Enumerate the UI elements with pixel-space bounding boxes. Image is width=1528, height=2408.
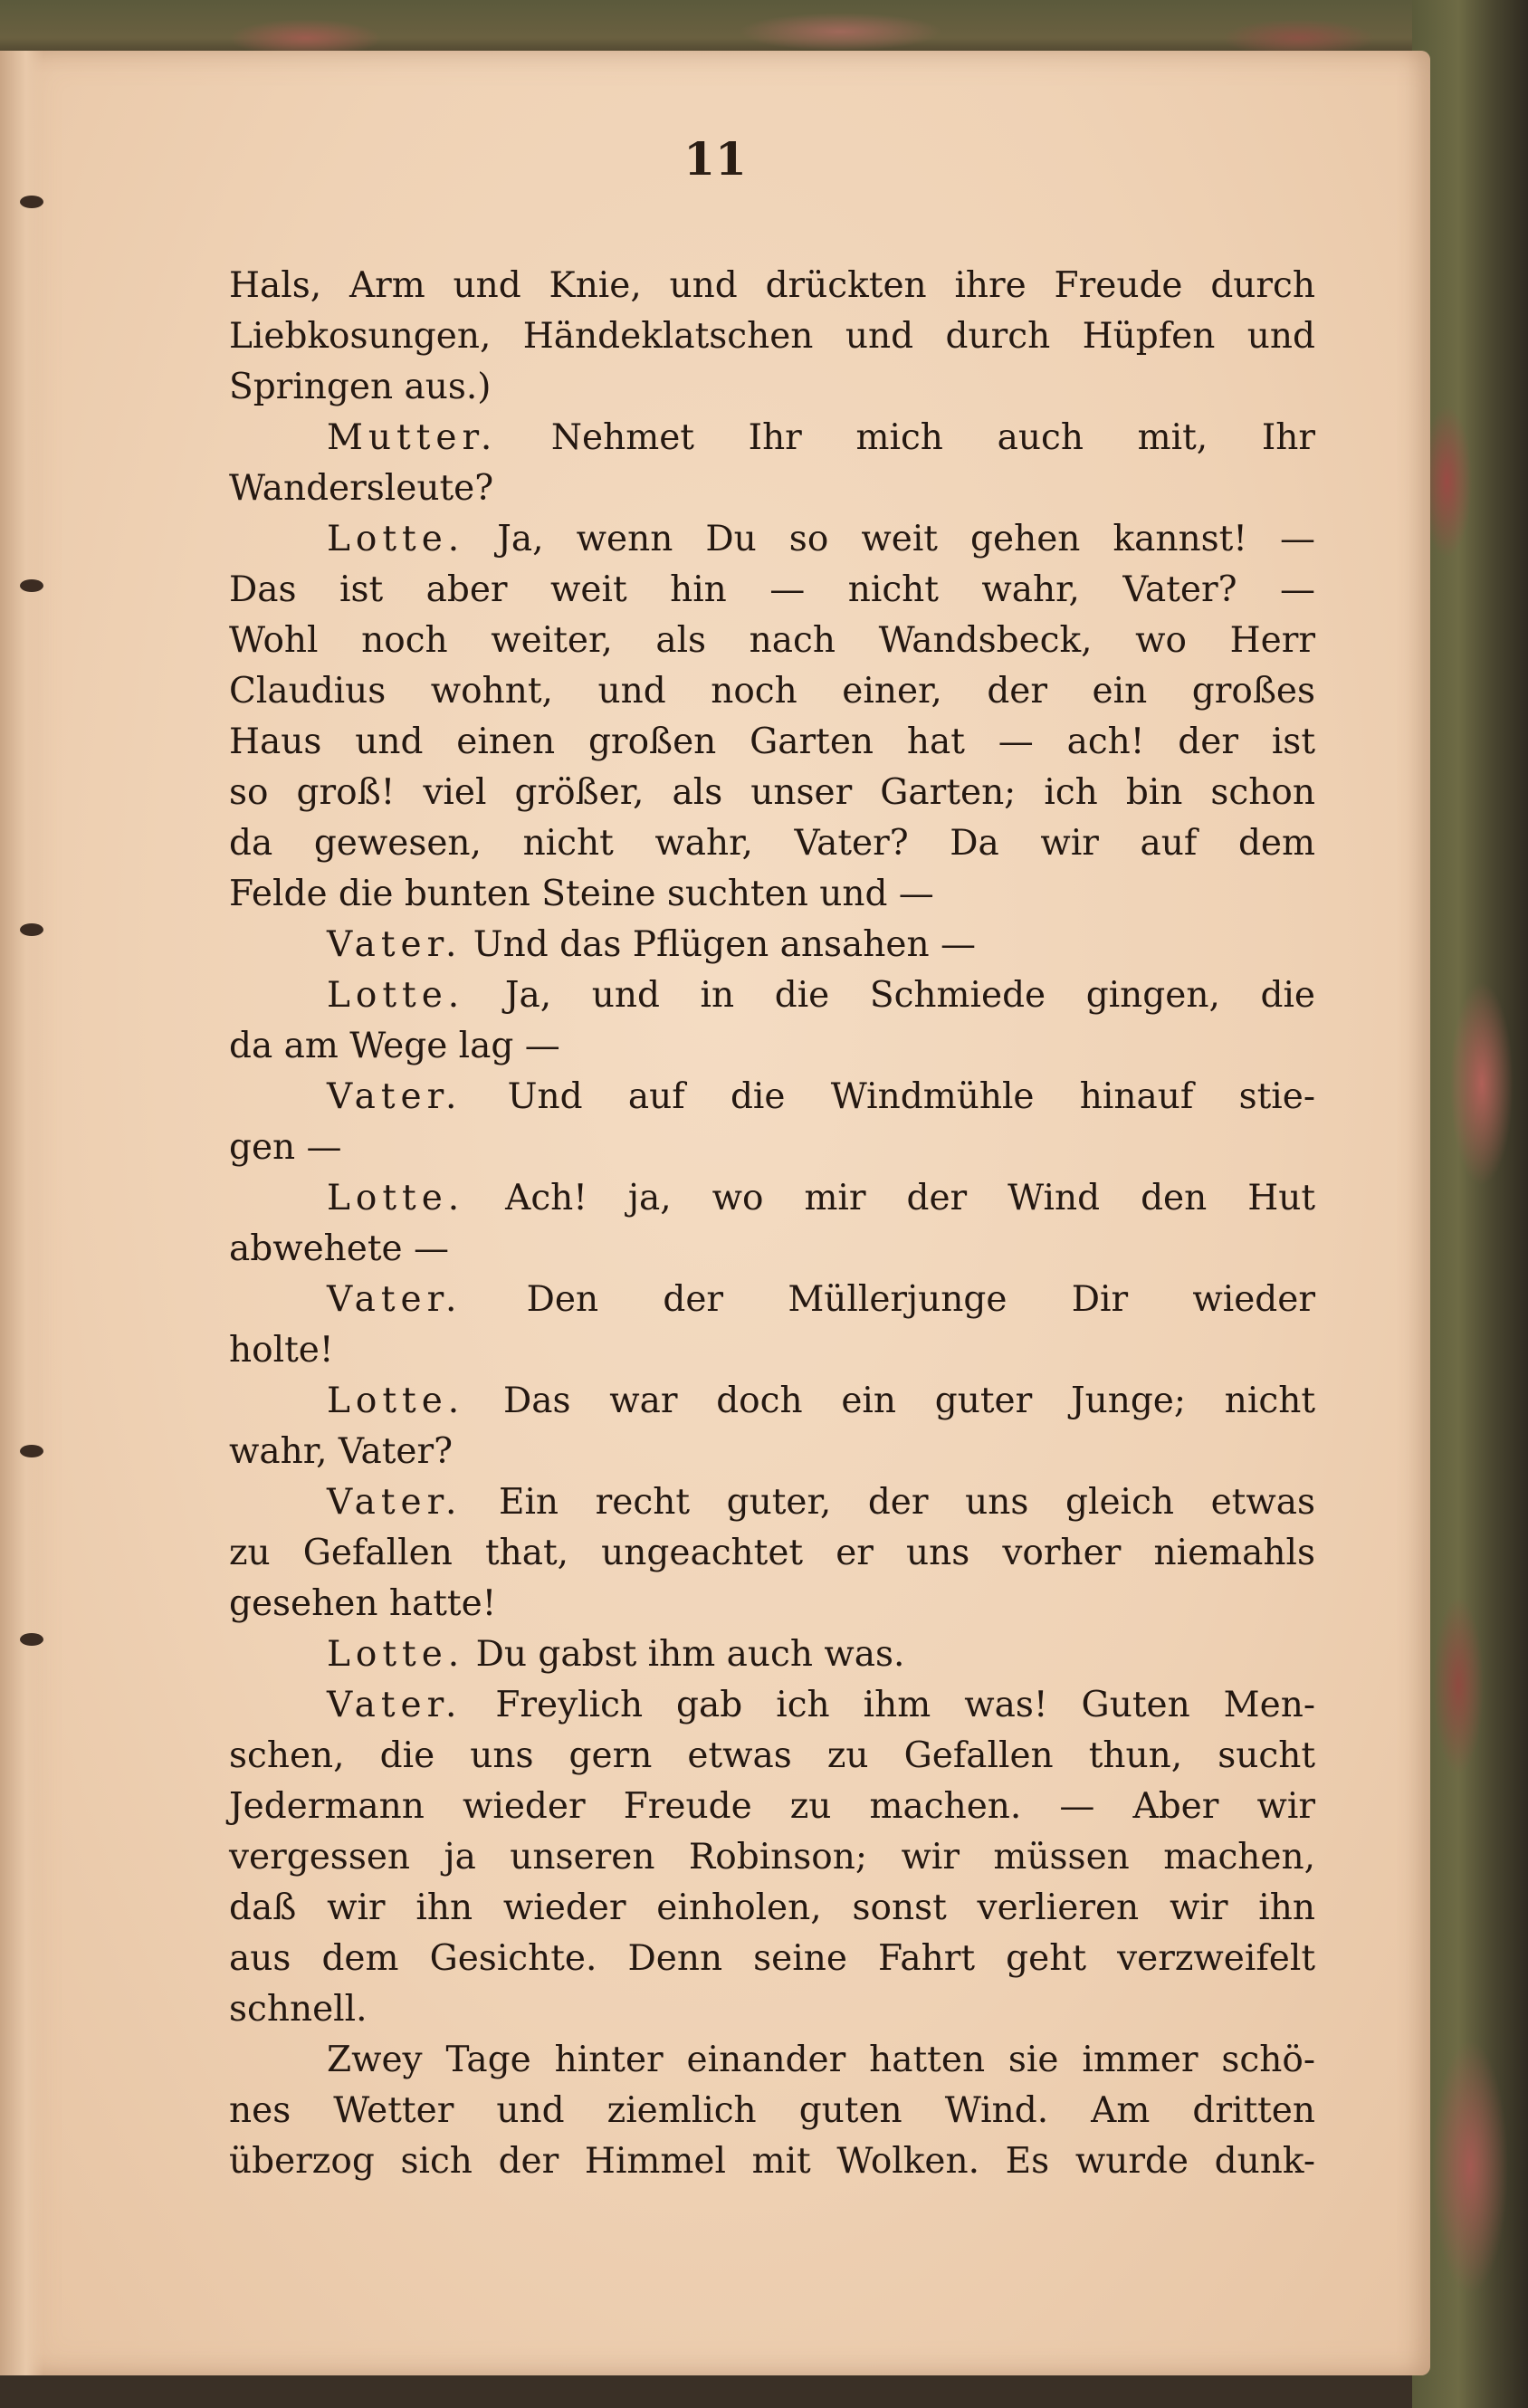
text-line: [229, 514, 1315, 565]
binding-stitch: [20, 196, 43, 208]
line-text: Und das Pflügen ansahen —: [473, 924, 977, 965]
text-line: [229, 362, 1315, 413]
text-line: [229, 1680, 1315, 1731]
line-text: Ja, und in die Schmiede gingen, die: [504, 975, 1315, 1016]
binding-stitch: [20, 1633, 43, 1646]
text-line: [229, 565, 1315, 616]
text-line: [229, 1021, 1315, 1072]
speaker-name: Lotte.: [327, 1178, 465, 1218]
line-text: Nehmet Ihr mich auch mit, Ihr: [550, 417, 1315, 458]
line-text: Felde die bunten Steine suchten und —: [229, 874, 934, 914]
speaker-name: Lotte.: [327, 1634, 465, 1675]
line-text: Zwey Tage hinter einander hatten sie immer schö-: [327, 2040, 1315, 2080]
text-line: [229, 616, 1315, 666]
line-text: Freylich gab ich ihm was! Guten Men-: [495, 1685, 1315, 1725]
text-line: [229, 1528, 1315, 1579]
line-text: Wandersleute?: [229, 468, 494, 509]
line-text: Den der Müllerjunge Dir wieder: [526, 1279, 1315, 1320]
text-line: [229, 869, 1315, 920]
text-line: [229, 1325, 1315, 1376]
speaker-name: Vater.: [327, 1076, 463, 1117]
text-line: [229, 311, 1315, 362]
line-text: schen, die uns gern etwas zu Gefallen thun, sucht: [229, 1735, 1315, 1776]
speaker-name: Vater.: [327, 1279, 463, 1320]
binding-stitch: [20, 923, 43, 936]
speaker-name: Vater.: [327, 1685, 463, 1725]
text-line: [229, 1224, 1315, 1275]
text-line: [229, 261, 1315, 311]
line-text: Ja, wenn Du so weit gehen kannst! —: [497, 519, 1315, 559]
line-text: so groß! viel größer, als unser Garten; ich bin schon: [229, 772, 1315, 813]
speaker-name: Lotte.: [327, 519, 465, 559]
line-text: daß wir ihn wieder einholen, sonst verlieren wir ihn: [229, 1887, 1315, 1928]
speaker-name: Lotte.: [327, 975, 465, 1016]
text-line: [229, 920, 1315, 970]
line-text: schnell.: [229, 1989, 368, 2030]
text-line: [229, 1427, 1315, 1477]
line-text: Jedermann wieder Freude zu machen. — Aber wir: [229, 1786, 1315, 1827]
speaker-name: Mutter.: [327, 417, 498, 458]
text-line: [229, 1275, 1315, 1325]
speaker-name: Lotte.: [327, 1381, 465, 1421]
line-text: Das war doch ein guter Junge; nicht: [502, 1381, 1315, 1421]
line-text: nes Wetter und ziemlich guten Wind. Am dritten: [229, 2090, 1315, 2131]
line-text: Ach! ja, wo mir der Wind den Hut: [505, 1178, 1315, 1218]
page-gutter: [0, 51, 43, 2375]
line-text: da gewesen, nicht wahr, Vater? Da wir auf dem: [229, 823, 1315, 864]
text-line: [229, 666, 1315, 717]
text-line: [229, 1072, 1315, 1123]
text-line: [229, 970, 1315, 1021]
line-text: Springen aus.): [229, 367, 492, 407]
line-text: Hals, Arm und Knie, und drückten ihre Freude durch: [229, 265, 1315, 306]
body-text: [229, 261, 1315, 2187]
speaker-name: Vater.: [327, 924, 463, 965]
line-text: gesehen hatte!: [229, 1583, 497, 1624]
line-text: vergessen ja unseren Robinson; wir müssen machen,: [229, 1837, 1315, 1878]
line-text: da am Wege lag —: [229, 1026, 560, 1066]
text-line: [229, 1934, 1315, 1984]
text-line: [229, 768, 1315, 818]
text-line: [229, 1731, 1315, 1782]
line-text: Ein recht guter, der uns gleich etwas: [498, 1482, 1315, 1523]
text-line: [229, 463, 1315, 514]
line-text: aus dem Gesichte. Denn seine Fahrt geht verzweifelt: [229, 1938, 1315, 1979]
text-line: [229, 1123, 1315, 1173]
text-line: [229, 2086, 1315, 2136]
line-text: Du gabst ihm auch was.: [475, 1634, 905, 1675]
line-text: Und auf die Windmühle hinauf stie-: [507, 1076, 1315, 1117]
text-line: [229, 818, 1315, 869]
line-text: holte!: [229, 1330, 334, 1371]
text-line: [229, 1579, 1315, 1629]
line-text: Das ist aber weit hin — nicht wahr, Vater? —: [229, 569, 1315, 610]
text-line: [229, 1477, 1315, 1528]
line-text: zu Gefallen that, ungeachtet er uns vorher niemahls: [229, 1533, 1315, 1573]
text-line: [229, 1883, 1315, 1934]
speaker-name: Vater.: [327, 1482, 463, 1523]
text-line: [229, 1173, 1315, 1224]
line-text: abwehete —: [229, 1228, 450, 1269]
binding-stitch: [20, 579, 43, 592]
line-text: wahr, Vater?: [229, 1431, 454, 1472]
page-number: 11: [683, 132, 747, 186]
binding-stitch: [20, 1445, 43, 1457]
text-line: [229, 717, 1315, 768]
line-text: Haus und einen großen Garten hat — ach! der ist: [229, 721, 1315, 762]
text-line: [229, 1984, 1315, 2035]
text-line: [229, 413, 1315, 463]
text-line: [229, 1376, 1315, 1427]
text-line: [229, 2136, 1315, 2187]
line-text: Claudius wohnt, und noch einer, der ein großes: [229, 671, 1315, 712]
text-line: [229, 1629, 1315, 1680]
text-line: [229, 2035, 1315, 2086]
text-line: [229, 1832, 1315, 1883]
line-text: Liebkosungen, Händeklatschen und durch Hüpfen und: [229, 316, 1315, 357]
line-text: Wohl noch weiter, als nach Wandsbeck, wo Herr: [229, 620, 1315, 661]
text-line: [229, 1782, 1315, 1832]
line-text: überzog sich der Himmel mit Wolken. Es wurde dunk-: [229, 2141, 1315, 2182]
line-text: gen —: [229, 1127, 342, 1168]
